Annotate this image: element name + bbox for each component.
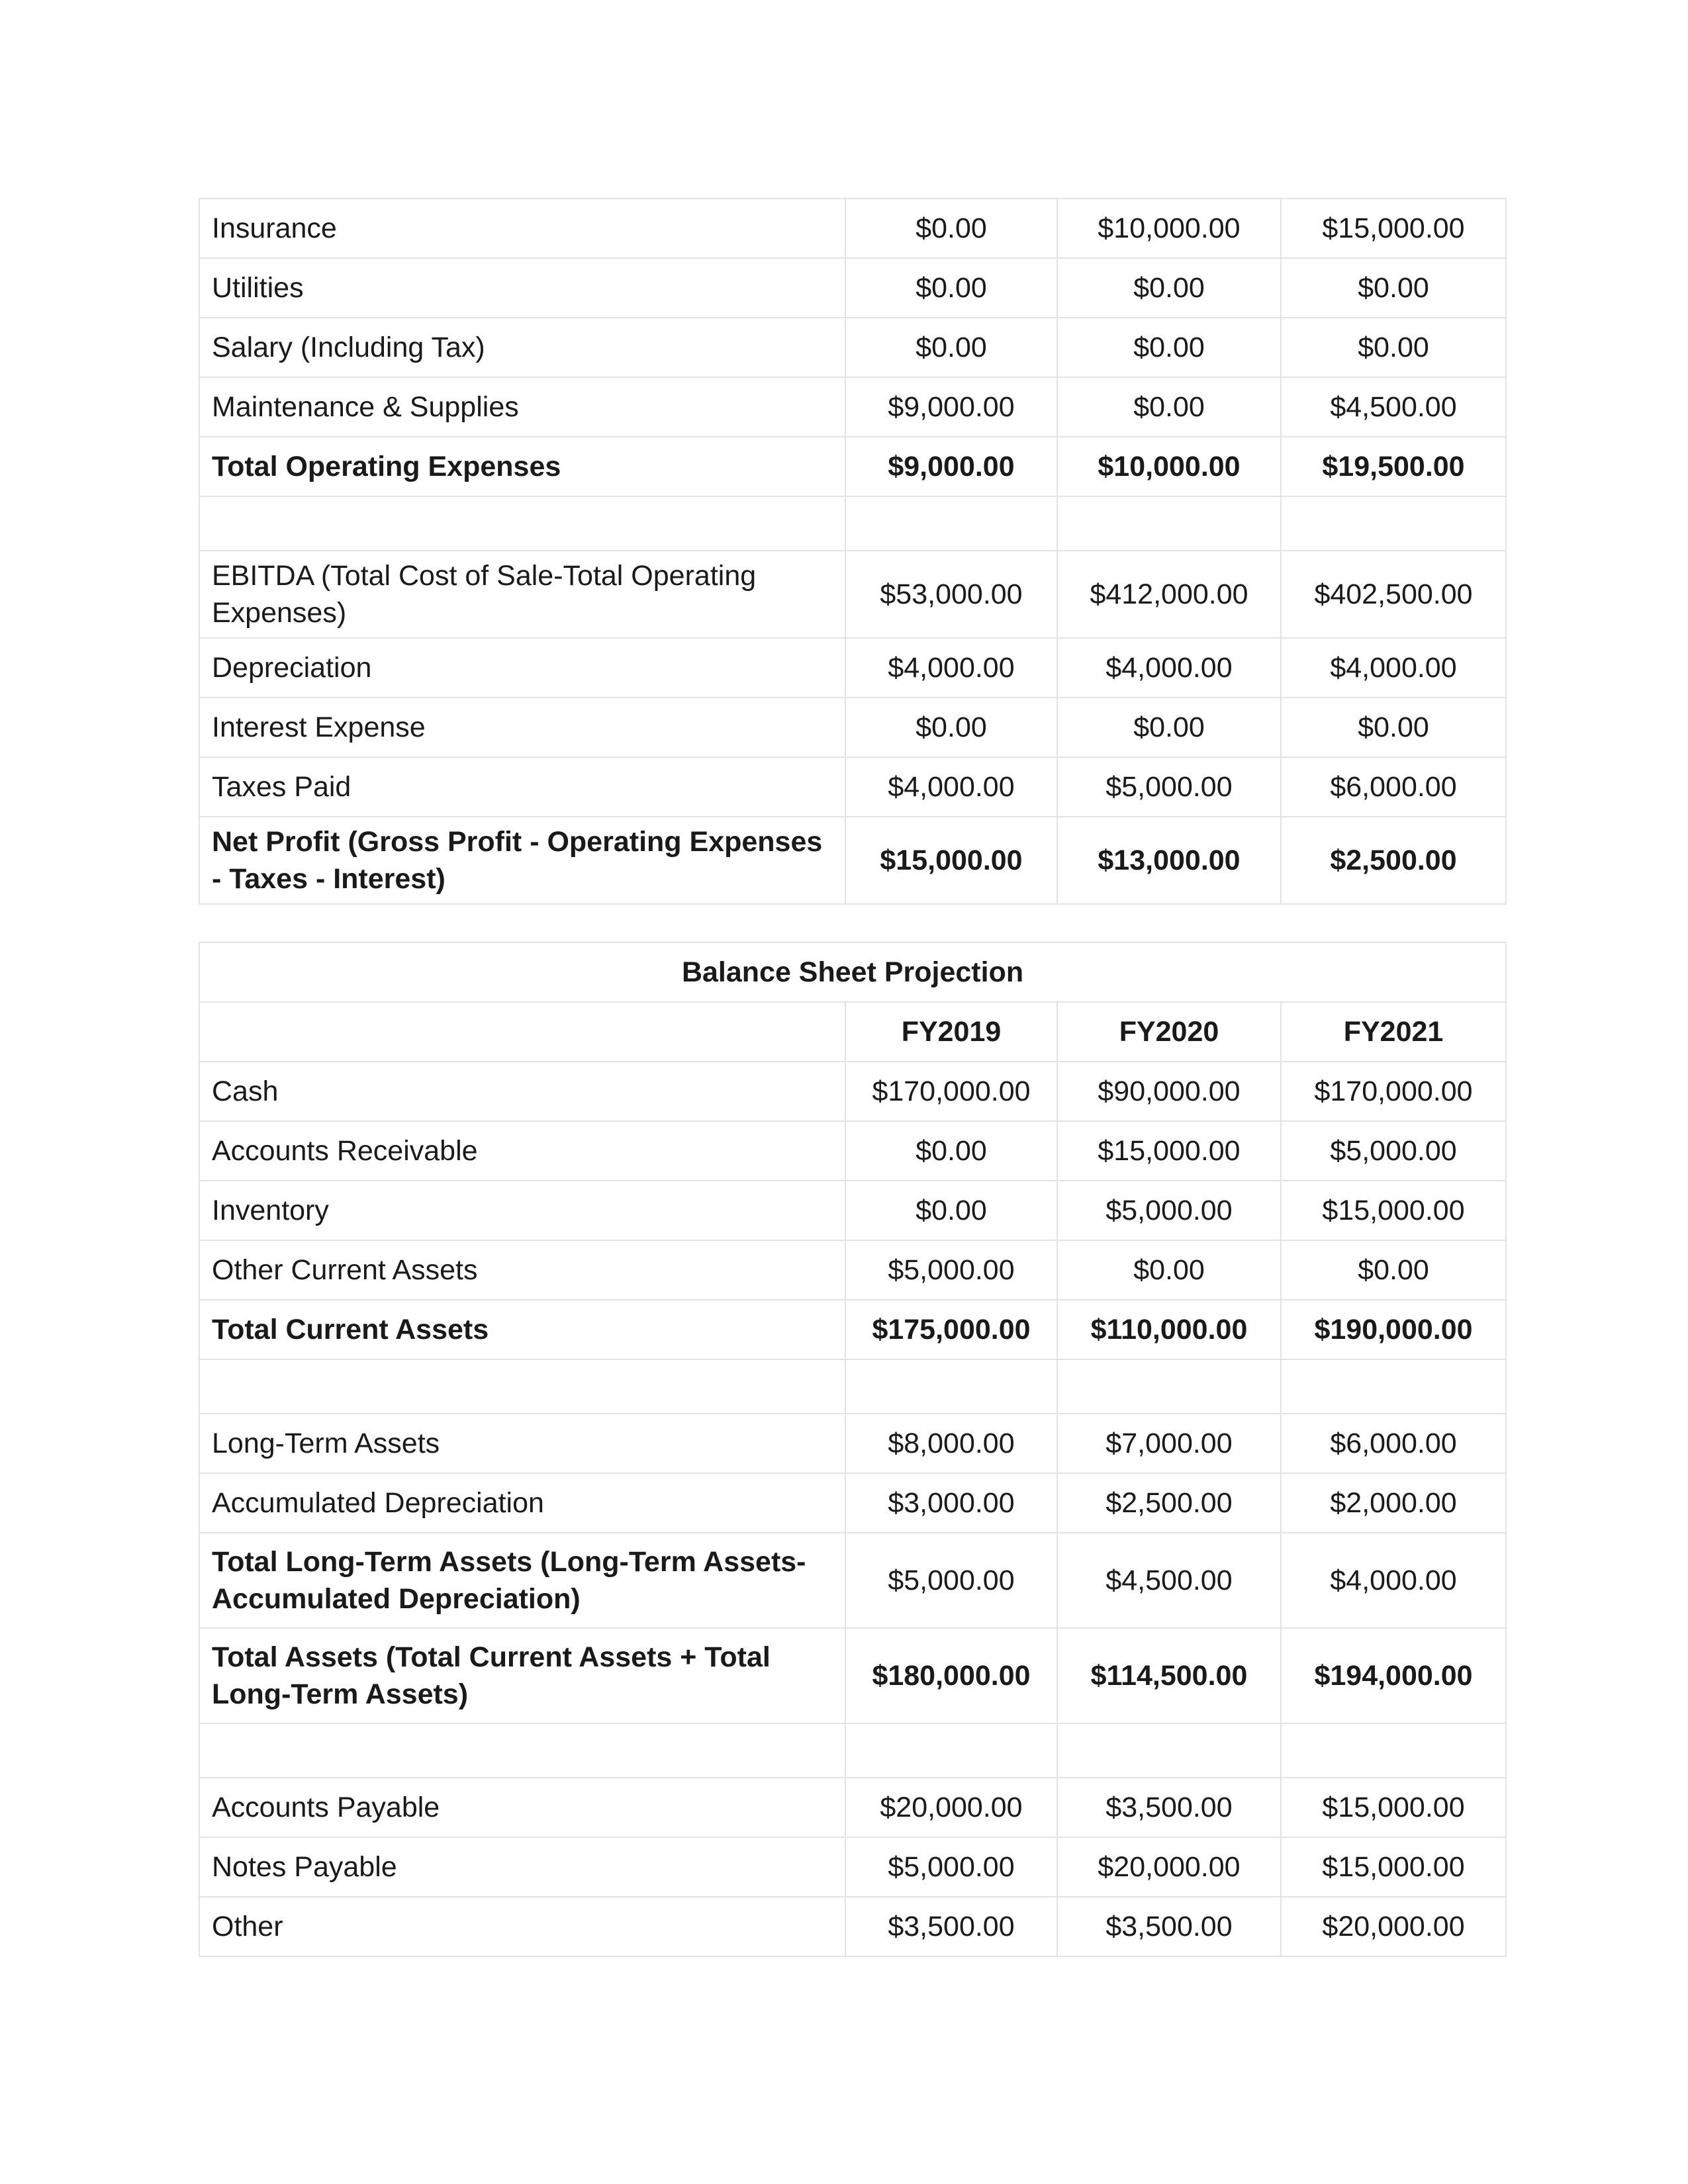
table-title-row bbox=[199, 942, 1506, 1002]
value-cell: $5,000.00 bbox=[845, 1533, 1057, 1628]
value-cell: $3,500.00 bbox=[1057, 1778, 1281, 1837]
value-cell: $15,000.00 bbox=[845, 817, 1057, 904]
spacer-row bbox=[199, 1359, 1506, 1414]
table-title: Balance Sheet Projection bbox=[199, 942, 1506, 1002]
row-label: Maintenance & Supplies bbox=[199, 377, 845, 437]
table-row bbox=[199, 1897, 1506, 1956]
value-cell: $0.00 bbox=[1057, 698, 1281, 757]
value-cell: $4,000.00 bbox=[1281, 1533, 1506, 1628]
value-cell: $15,000.00 bbox=[1281, 1778, 1506, 1837]
income-statement-table bbox=[199, 198, 1507, 905]
value-cell: $190,000.00 bbox=[1281, 1300, 1506, 1359]
row-label: Accounts Receivable bbox=[199, 1121, 845, 1181]
empty-cell bbox=[1057, 1723, 1281, 1778]
table-row bbox=[199, 698, 1506, 757]
empty-cell bbox=[845, 496, 1057, 551]
value-cell: $412,000.00 bbox=[1057, 551, 1281, 638]
total-row bbox=[199, 1300, 1506, 1359]
value-cell: $10,000.00 bbox=[1057, 437, 1281, 496]
spacer-row bbox=[199, 1723, 1506, 1778]
value-cell: $110,000.00 bbox=[1057, 1300, 1281, 1359]
value-cell: $5,000.00 bbox=[1057, 1181, 1281, 1240]
row-label: Inventory bbox=[199, 1181, 845, 1240]
value-cell: $53,000.00 bbox=[845, 551, 1057, 638]
value-cell: $5,000.00 bbox=[1057, 757, 1281, 817]
value-cell: $402,500.00 bbox=[1281, 551, 1506, 638]
row-label: Accounts Payable bbox=[199, 1778, 845, 1837]
table-row bbox=[199, 551, 1506, 638]
empty-cell bbox=[845, 1723, 1057, 1778]
value-cell: $20,000.00 bbox=[1057, 1837, 1281, 1897]
total-row bbox=[199, 437, 1506, 496]
empty-cell bbox=[1281, 1359, 1506, 1414]
row-label: Total Current Assets bbox=[199, 1300, 845, 1359]
total-row bbox=[199, 817, 1506, 904]
row-label: Long-Term Assets bbox=[199, 1414, 845, 1473]
value-cell: $0.00 bbox=[1057, 1240, 1281, 1300]
value-cell: $5,000.00 bbox=[845, 1837, 1057, 1897]
value-cell: $3,500.00 bbox=[1057, 1897, 1281, 1956]
table-row bbox=[199, 1414, 1506, 1473]
value-cell: $13,000.00 bbox=[1057, 817, 1281, 904]
value-cell: $8,000.00 bbox=[845, 1414, 1057, 1473]
value-cell: $0.00 bbox=[845, 199, 1057, 258]
table-row bbox=[199, 638, 1506, 698]
spacer-row bbox=[199, 496, 1506, 551]
value-cell: $2,000.00 bbox=[1281, 1473, 1506, 1533]
row-label: Total Long-Term Assets (Long-Term Assets-Accumulated Depreciation) bbox=[199, 1533, 845, 1628]
column-header: FY2019 bbox=[845, 1002, 1057, 1062]
value-cell: $10,000.00 bbox=[1057, 199, 1281, 258]
value-cell: $0.00 bbox=[845, 258, 1057, 318]
value-cell: $194,000.00 bbox=[1281, 1628, 1506, 1723]
table-row bbox=[199, 1062, 1506, 1121]
row-label: Total Operating Expenses bbox=[199, 437, 845, 496]
value-cell: $0.00 bbox=[1281, 1240, 1506, 1300]
value-cell: $9,000.00 bbox=[845, 437, 1057, 496]
empty-cell bbox=[199, 496, 845, 551]
table-row bbox=[199, 1837, 1506, 1897]
value-cell: $9,000.00 bbox=[845, 377, 1057, 437]
balance-sheet-table bbox=[199, 942, 1507, 1957]
value-cell: $0.00 bbox=[845, 1121, 1057, 1181]
value-cell: $3,000.00 bbox=[845, 1473, 1057, 1533]
value-cell: $20,000.00 bbox=[1281, 1897, 1506, 1956]
row-label: Interest Expense bbox=[199, 698, 845, 757]
value-cell: $0.00 bbox=[1281, 258, 1506, 318]
value-cell: $0.00 bbox=[1057, 377, 1281, 437]
empty-cell bbox=[1281, 1723, 1506, 1778]
empty-cell bbox=[845, 1359, 1057, 1414]
empty-cell bbox=[1281, 496, 1506, 551]
row-label: Other Current Assets bbox=[199, 1240, 845, 1300]
row-label: Other bbox=[199, 1897, 845, 1956]
value-cell: $0.00 bbox=[1281, 698, 1506, 757]
value-cell: $4,000.00 bbox=[1057, 638, 1281, 698]
column-header: FY2021 bbox=[1281, 1002, 1506, 1062]
row-label: Depreciation bbox=[199, 638, 845, 698]
value-cell: $0.00 bbox=[1057, 318, 1281, 377]
table-row bbox=[199, 1473, 1506, 1533]
table-row bbox=[199, 1778, 1506, 1837]
value-cell: $5,000.00 bbox=[845, 1240, 1057, 1300]
row-label: Insurance bbox=[199, 199, 845, 258]
value-cell: $20,000.00 bbox=[845, 1778, 1057, 1837]
table-row bbox=[199, 199, 1506, 258]
value-cell: $4,000.00 bbox=[1281, 638, 1506, 698]
value-cell: $114,500.00 bbox=[1057, 1628, 1281, 1723]
table-header-row bbox=[199, 1002, 1506, 1062]
table-row bbox=[199, 258, 1506, 318]
value-cell: $0.00 bbox=[1057, 258, 1281, 318]
empty-cell bbox=[199, 1359, 845, 1414]
value-cell: $180,000.00 bbox=[845, 1628, 1057, 1723]
empty-cell bbox=[199, 1002, 845, 1062]
value-cell: $175,000.00 bbox=[845, 1300, 1057, 1359]
row-label: Total Assets (Total Current Assets + Total Long-Term Assets) bbox=[199, 1628, 845, 1723]
table-row bbox=[199, 1240, 1506, 1300]
value-cell: $15,000.00 bbox=[1281, 1837, 1506, 1897]
row-label: Salary (Including Tax) bbox=[199, 318, 845, 377]
value-cell: $4,000.00 bbox=[845, 638, 1057, 698]
value-cell: $2,500.00 bbox=[1281, 817, 1506, 904]
value-cell: $2,500.00 bbox=[1057, 1473, 1281, 1533]
subtotal-row bbox=[199, 1533, 1506, 1628]
table-row bbox=[199, 318, 1506, 377]
value-cell: $4,500.00 bbox=[1281, 377, 1506, 437]
value-cell: $6,000.00 bbox=[1281, 757, 1506, 817]
row-label: EBITDA (Total Cost of Sale-Total Operating Expenses) bbox=[199, 551, 845, 638]
table-row bbox=[199, 1121, 1506, 1181]
row-label: Notes Payable bbox=[199, 1837, 845, 1897]
value-cell: $0.00 bbox=[845, 698, 1057, 757]
row-label: Accumulated Depreciation bbox=[199, 1473, 845, 1533]
total-row bbox=[199, 1628, 1506, 1723]
value-cell: $4,500.00 bbox=[1057, 1533, 1281, 1628]
value-cell: $19,500.00 bbox=[1281, 437, 1506, 496]
value-cell: $0.00 bbox=[845, 318, 1057, 377]
value-cell: $3,500.00 bbox=[845, 1897, 1057, 1956]
value-cell: $4,000.00 bbox=[845, 757, 1057, 817]
table-row bbox=[199, 757, 1506, 817]
value-cell: $0.00 bbox=[1281, 318, 1506, 377]
row-label: Taxes Paid bbox=[199, 757, 845, 817]
row-label: Utilities bbox=[199, 258, 845, 318]
empty-cell bbox=[1057, 1359, 1281, 1414]
value-cell: $15,000.00 bbox=[1281, 199, 1506, 258]
value-cell: $15,000.00 bbox=[1281, 1181, 1506, 1240]
column-header: FY2020 bbox=[1057, 1002, 1281, 1062]
value-cell: $0.00 bbox=[845, 1181, 1057, 1240]
empty-cell bbox=[199, 1723, 845, 1778]
value-cell: $90,000.00 bbox=[1057, 1062, 1281, 1121]
value-cell: $6,000.00 bbox=[1281, 1414, 1506, 1473]
value-cell: $5,000.00 bbox=[1281, 1121, 1506, 1181]
table-row bbox=[199, 377, 1506, 437]
value-cell: $170,000.00 bbox=[1281, 1062, 1506, 1121]
table-row bbox=[199, 1181, 1506, 1240]
row-label: Net Profit (Gross Profit - Operating Expenses - Taxes - Interest) bbox=[199, 817, 845, 904]
value-cell: $170,000.00 bbox=[845, 1062, 1057, 1121]
value-cell: $15,000.00 bbox=[1057, 1121, 1281, 1181]
value-cell: $7,000.00 bbox=[1057, 1414, 1281, 1473]
empty-cell bbox=[1057, 496, 1281, 551]
row-label: Cash bbox=[199, 1062, 845, 1121]
